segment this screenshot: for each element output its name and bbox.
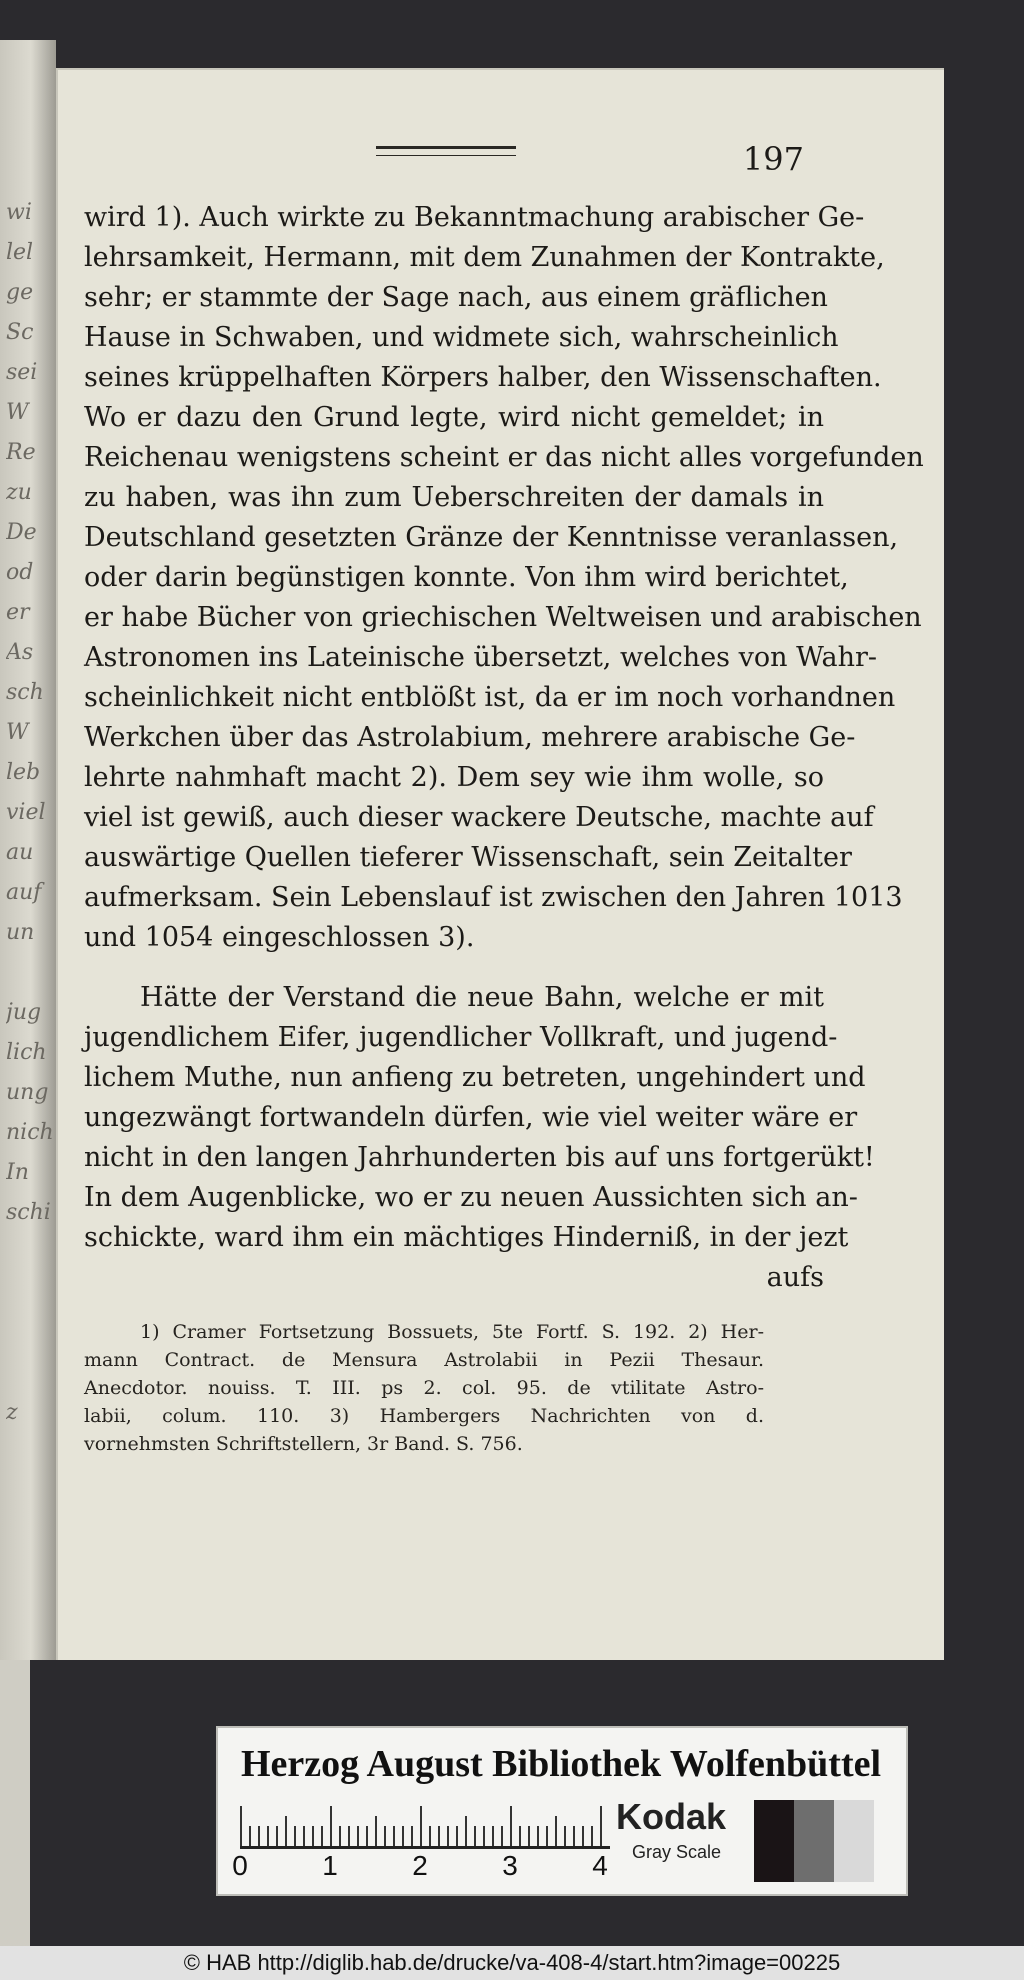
body-text <box>84 198 924 1298</box>
ruler-tick <box>492 1826 494 1846</box>
footnotes <box>84 1318 764 1458</box>
copyright-footer: © HAB http://diglib.hab.de/drucke/va-408-4/start.htm?image=00225 <box>0 1946 1024 1980</box>
ruler-tick <box>240 1806 242 1846</box>
previous-page-edge <box>0 40 56 1660</box>
text-line: Hause in Schwaben, und widmete sich, wahrscheinlich <box>84 322 839 353</box>
previous-page-text-fragment: jug <box>6 1000 42 1025</box>
previous-page-text-fragment: schi <box>6 1200 51 1225</box>
previous-page-text-fragment: sei <box>6 360 38 385</box>
text-line: vornehmsten Schriftstellern, 3r Band. S. 756. <box>84 1433 523 1455</box>
previous-page-text-fragment: leb <box>6 760 41 785</box>
previous-page-text-fragment: nich <box>6 1120 54 1145</box>
text-line: schickte, ward ihm ein mächtiges Hinderniß, in der jezt <box>84 1222 849 1253</box>
text-line: oder darin begünstigen konnte. Von ihm wird berichtet, <box>84 562 849 593</box>
ruler-tick <box>465 1816 467 1846</box>
ruler-tick <box>411 1826 413 1846</box>
ruler-tick <box>348 1826 350 1846</box>
previous-page-text-fragment: lel <box>6 240 34 265</box>
gray-swatch <box>834 1800 874 1882</box>
text-line: lichem Muthe, nun anfieng zu betreten, ungehindert und <box>84 1062 866 1093</box>
text-line: Wo er dazu den Grund legte, wird nicht gemeldet; in <box>84 402 824 433</box>
text-line: mann Contract. de Mensura Astrolabii in Pezii Thesaur. <box>84 1349 764 1371</box>
previous-page-text-fragment: As <box>6 640 34 665</box>
ruler-tick <box>357 1826 359 1846</box>
ruler-tick <box>393 1826 395 1846</box>
ruler-tick <box>321 1826 323 1846</box>
ruler-tick <box>546 1826 548 1846</box>
ruler-tick <box>384 1826 386 1846</box>
previous-page-text-fragment: sch <box>6 680 44 705</box>
previous-page-text-fragment: lich <box>6 1040 47 1065</box>
book-cover-edge <box>0 1660 30 1960</box>
ruler-label: 3 <box>502 1850 518 1881</box>
ruler-label: 0 <box>232 1850 248 1881</box>
ruler-tick <box>528 1826 530 1846</box>
ruler-tick <box>600 1806 602 1846</box>
ruler-tick <box>330 1806 332 1846</box>
text-line: Anecdotor. nouiss. T. III. ps 2. col. 95. de vtilitate Astro- <box>84 1377 764 1399</box>
ruler-tick <box>564 1826 566 1846</box>
text-line: lehrsamkeit, Hermann, mit dem Zunahmen der Kontrakte, <box>84 242 885 273</box>
ruler-tick <box>474 1826 476 1846</box>
ruler-label: 2 <box>412 1850 428 1881</box>
text-line: 1) Cramer Fortsetzung Bossuets, 5te Fortf. S. 192. 2) Her- <box>140 1321 764 1343</box>
ruler-tick <box>267 1826 269 1846</box>
ruler-tick <box>258 1826 260 1846</box>
text-line: viel ist gewiß, auch dieser wackere Deutsche, machte auf <box>84 802 874 833</box>
text-line: seines krüppelhaften Körpers halber, den Wissenschaften. <box>84 362 882 393</box>
page-number: 197 <box>742 140 804 178</box>
previous-page-text-fragment: Sc <box>6 320 34 345</box>
gray-swatch <box>794 1800 834 1882</box>
previous-page-text-fragment: wi <box>6 200 32 225</box>
ruler-tick <box>510 1806 512 1846</box>
previous-page-text-fragment: z <box>6 1400 18 1425</box>
text-line: lehrte nahmhaft macht 2). Dem sey wie ihm wolle, so <box>84 762 824 793</box>
previous-page-text-fragment: er <box>6 600 30 625</box>
text-line: auswärtige Quellen tieferer Wissenschaft, sein Zeitalter <box>84 842 852 873</box>
text-line: Deutschland gesetzten Gränze der Kenntnisse veranlassen, <box>84 522 899 553</box>
text-line: scheinlichkeit nicht entblößt ist, da er im noch vorhandnen <box>84 682 896 713</box>
previous-page-text-fragment: In <box>6 1160 29 1185</box>
previous-page-text-fragment: zu <box>6 480 32 505</box>
ruler-tick <box>483 1826 485 1846</box>
previous-page-text-fragment: ge <box>6 280 34 305</box>
ruler-label: 1 <box>322 1850 338 1881</box>
ruler-tick <box>573 1826 575 1846</box>
text-line: Astronomen ins Lateinische übersetzt, welches von Wahr- <box>84 642 878 673</box>
ruler-tick <box>276 1826 278 1846</box>
text-line: er habe Bücher von griechischen Weltweisen und arabischen <box>84 602 922 633</box>
catchword: aufs <box>766 1262 824 1293</box>
library-name: Herzog August Bibliothek Wolfenbüttel <box>240 1743 882 1785</box>
text-line: sehr; er stammte der Sage nach, aus einem gräflichen <box>84 282 828 313</box>
ruler-tick <box>402 1826 404 1846</box>
text-line: labii, colum. 110. 3) Hambergers Nachrichten von d. <box>84 1405 764 1427</box>
text-line: jugendlichem Eifer, jugendlicher Vollkraft, und jugend- <box>84 1022 838 1053</box>
text-line: Werkchen über das Astrolabium, mehrere arabische Ge- <box>84 722 856 753</box>
ruler-tick <box>501 1826 503 1846</box>
ruler-tick <box>555 1816 557 1846</box>
header-rule <box>376 146 516 156</box>
text-line: nicht in den langen Jahrhunderten bis auf uns fortgerükt! <box>84 1142 875 1173</box>
previous-page-text-fragment: au <box>6 840 34 865</box>
ruler-tick <box>285 1816 287 1846</box>
ruler-tick <box>339 1826 341 1846</box>
ruler-tick <box>303 1826 305 1846</box>
ruler-tick <box>294 1826 296 1846</box>
gray-swatches <box>754 1800 874 1882</box>
gray-swatch <box>754 1800 794 1882</box>
text-line: zu haben, was ihn zum Ueberschreiten der damals in <box>84 482 824 513</box>
color-calibration-bar <box>216 1726 908 1896</box>
ruler-labels <box>232 1850 630 1881</box>
ruler-tick <box>375 1816 377 1846</box>
text-line: aufmerksam. Sein Lebenslauf ist zwischen den Jahren 1013 <box>84 882 903 913</box>
text-line: In dem Augenblicke, wo er zu neuen Aussichten sich an- <box>84 1182 858 1213</box>
ruler-tick <box>456 1826 458 1846</box>
ruler-tick <box>582 1826 584 1846</box>
ruler-tick <box>366 1826 368 1846</box>
text-line: ungezwängt fortwandeln dürfen, wie viel weiter wäre er <box>84 1102 858 1133</box>
ruler-tick <box>438 1826 440 1846</box>
text-line: Reichenau wenigstens scheint er das nicht alles vorgefunden <box>84 442 924 473</box>
text-line: Hätte der Verstand die neue Bahn, welche er mit <box>140 982 824 1013</box>
gray-scale-label: Gray Scale <box>632 1842 722 1862</box>
previous-page-text-fragment: Re <box>6 440 36 465</box>
ruler-tick <box>312 1826 314 1846</box>
ruler-label: 4 <box>592 1850 608 1881</box>
text-line: wird 1). Auch wirkte zu Bekanntmachung arabischer Ge- <box>84 202 865 233</box>
book-page <box>56 68 944 1660</box>
ruler-tick <box>420 1806 422 1846</box>
previous-page-text-fragment: od <box>6 560 34 585</box>
previous-page-text-fragment: W <box>6 400 29 425</box>
text-line: und 1054 eingeschlossen 3). <box>84 922 475 953</box>
ruler-tick <box>591 1826 593 1846</box>
ruler-tick <box>249 1826 251 1846</box>
previous-page-text-fragment: auf <box>6 880 42 905</box>
previous-page-text-fragment: De <box>6 520 37 545</box>
kodak-logo: Kodak <box>616 1796 727 1837</box>
scale-ruler <box>240 1802 610 1849</box>
previous-page-text-fragment: W <box>6 720 29 745</box>
previous-page-text-fragment: un <box>6 920 35 945</box>
ruler-tick <box>537 1826 539 1846</box>
ruler-tick <box>519 1826 521 1846</box>
ruler-tick <box>447 1826 449 1846</box>
previous-page-text-fragment: ung <box>6 1080 49 1105</box>
previous-page-text-fragment: viel <box>6 800 46 825</box>
ruler-tick <box>429 1826 431 1846</box>
